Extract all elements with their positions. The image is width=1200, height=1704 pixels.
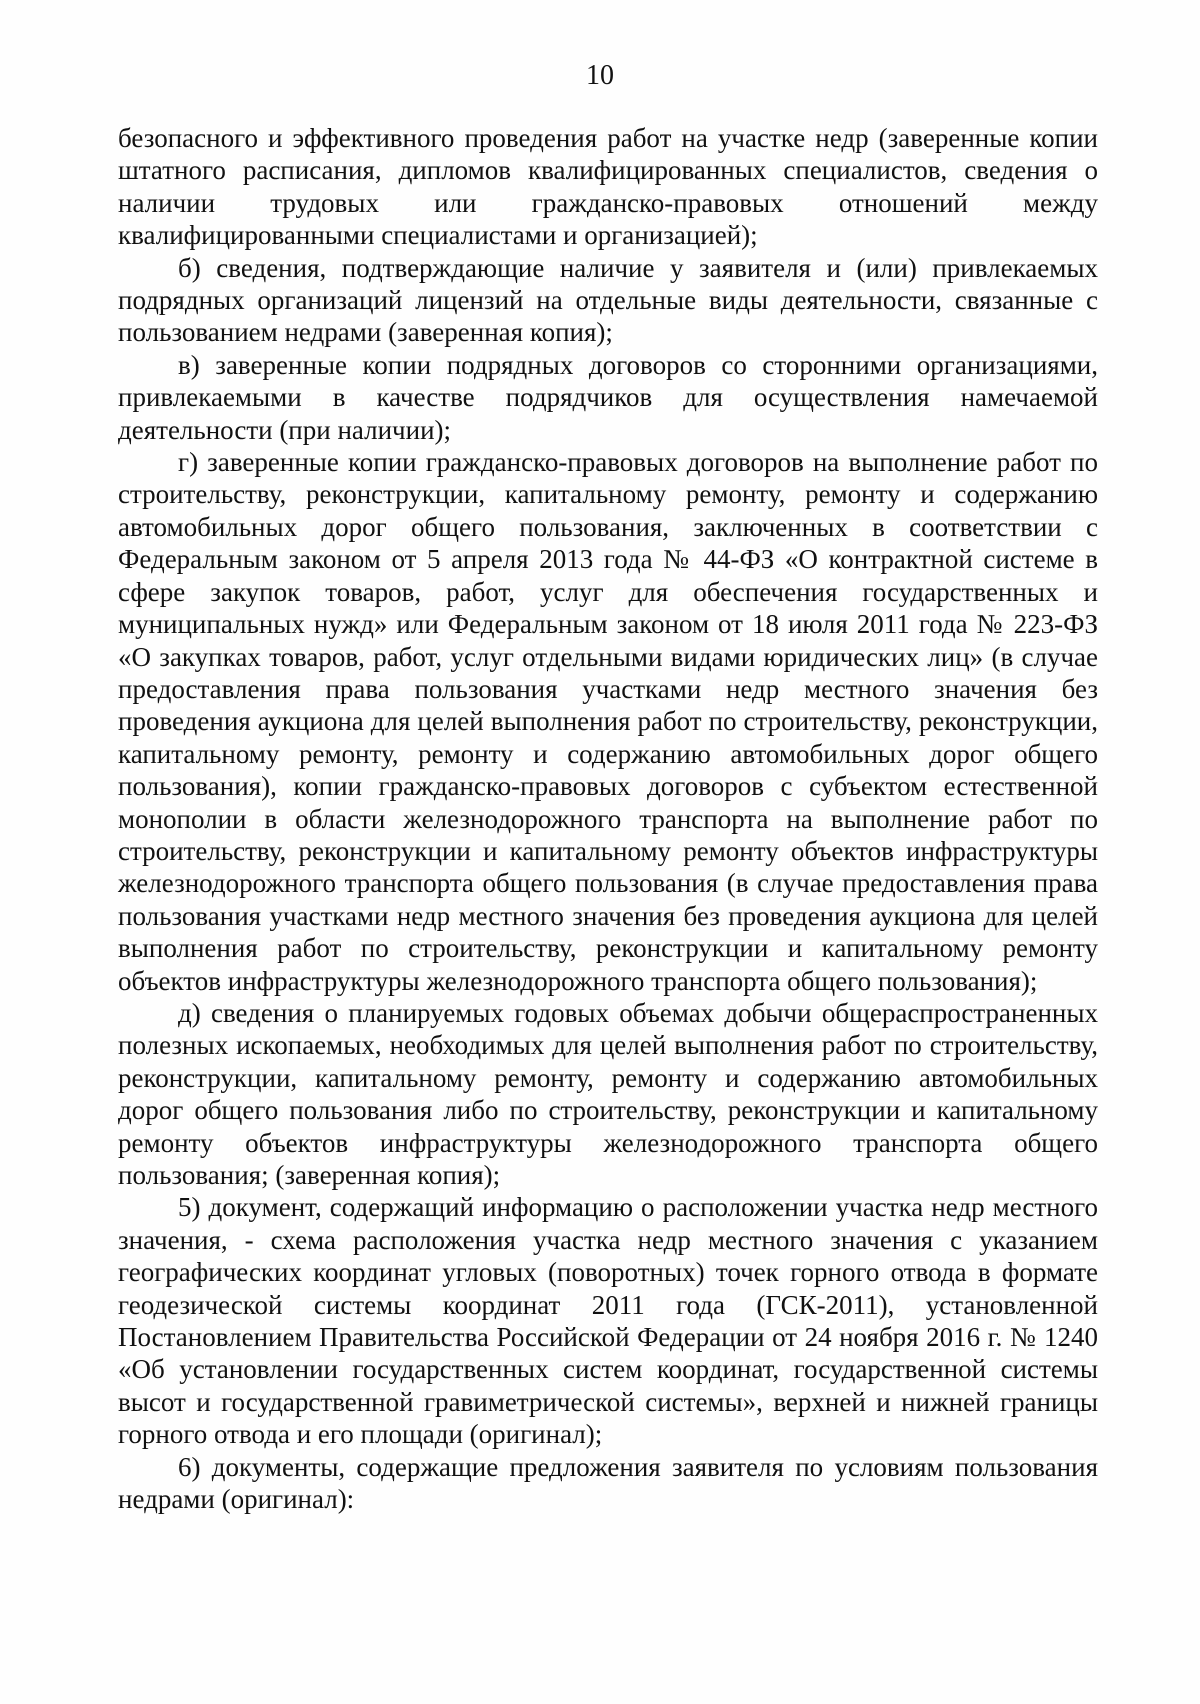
paragraph-item-5: 5) документ, содержащий информацию о расположении участка недр местного значения, - схема расположения участка недр местного значения с указанием географических координат угловых (поворотных) точек горного отвода в формате геодезической системы координат 2011 года (ГСК-2011), установленной Постановлением Правительства Российской Федерации от 24 ноября 2016 г. № 1240 «Об установлении государственных систем координат, государственной системы высот и государственной гравиметрической системы», верхней и нижней границы горного отвода и его площади (оригинал);: [118, 1192, 1098, 1450]
document-body: [118, 122, 1098, 1515]
paragraph-item-v: в) заверенные копии подрядных договоров со сторонними организациями, привлекаемыми в качестве подрядчиков для осуществления намечаемой деятельности (при наличии);: [118, 349, 1098, 445]
paragraph-item-b: б) сведения, подтверждающие наличие у заявителя и (или) привлекаемых подрядных организаций лицензий на отдельные виды деятельности, связанные с пользованием недрами (заверенная копия);: [118, 252, 1098, 348]
paragraph-item-g: г) заверенные копии гражданско-правовых договоров на выполнение работ по строительству, реконструкции, капитальному ремонту, ремонту и содержанию автомобильных дорог общего пользования, заключенных в соответствии с Федеральным законом от 5 апреля 2013 года № 44-ФЗ «О контрактной системе в сфере закупок товаров, работ, услуг для обеспечения государственных и муниципальных нужд» или Федеральным законом от 18 июля 2011 года № 223-ФЗ «О закупках товаров, работ, услуг отдельными видами юридических лиц» (в случае предоставления права пользования участками недр местного значения без проведения аукциона для целей выполнения работ по строительству, реконструкции, капитальному ремонту, ремонту и содержанию автомобильных дорог общего пользования), копии гражданско-правовых договоров с субъектом естественной монополии в области железнодорожного транспорта на выполнение работ по строительству, реконструкции и капитальному ремонту объектов инфраструктуры железнодорожного транспорта общего пользования (в случае предоставления права пользования участками недр местного значения без проведения аукциона для целей выполнения работ по строительству, реконструкции и капитальному ремонту объектов инфраструктуры железнодорожного транспорта общего пользования);: [118, 447, 1098, 996]
paragraph-item-d: д) сведения о планируемых годовых объемах добычи общераспространенных полезных ископаемых, необходимых для целей выполнения работ по строительству, реконструкции, капитальному ремонту, ремонту и содержанию автомобильных дорог общего пользования либо по строительству, реконструкции и капитальному ремонту объектов инфраструктуры железнодорожного транспорта общего пользования; (заверенная копия);: [118, 997, 1098, 1190]
paragraph-item-6: 6) документы, содержащие предложения заявителя по условиям пользования недрами (оригинал):: [118, 1451, 1098, 1515]
paragraph-continuation: безопасного и эффективного проведения работ на участке недр (заверенные копии штатного расписания, дипломов квалифицированных специалистов, сведения о наличии трудовых или гражданско-правовых отношений между квалифицированными специалистами и организацией);: [118, 123, 1098, 251]
page-number: 10: [586, 60, 614, 91]
